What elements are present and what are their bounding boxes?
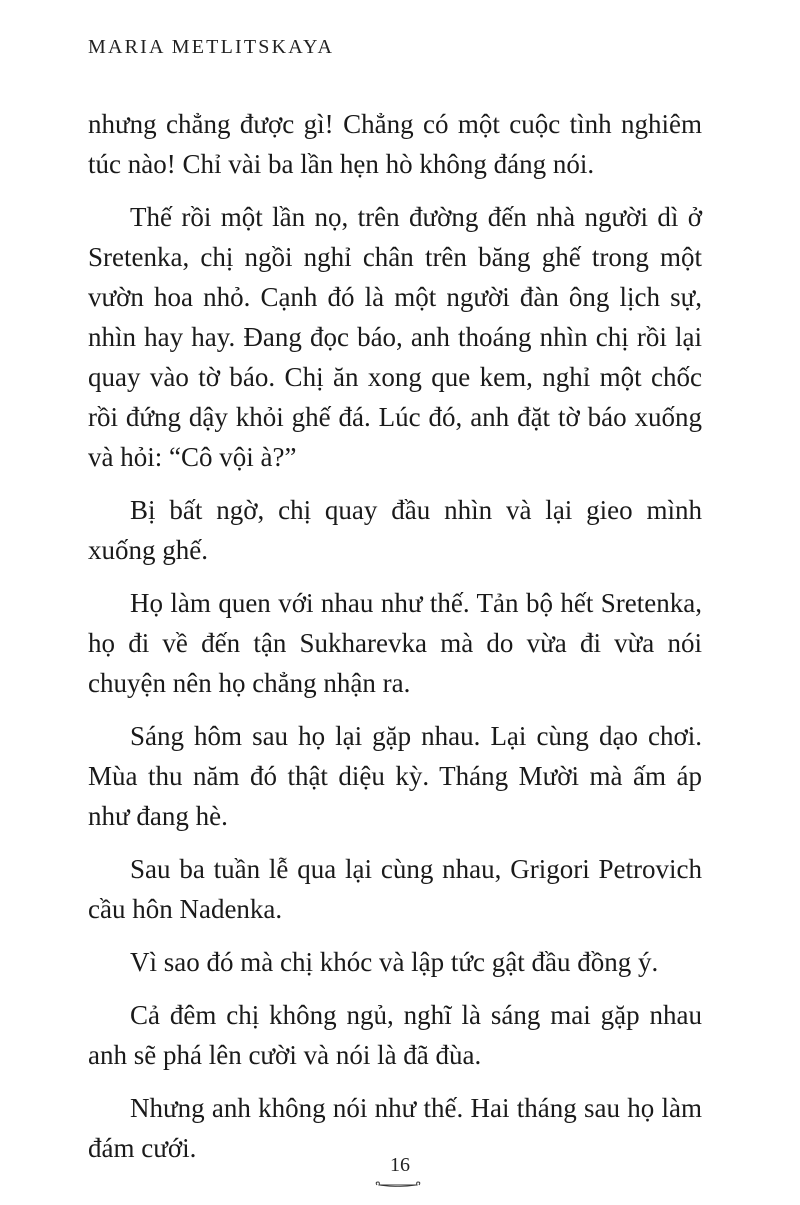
folio-ornament-icon	[374, 1180, 422, 1190]
paragraph: Thế rồi một lần nọ, trên đường đến nhà người dì ở Sretenka, chị ngồi nghỉ chân trên băng ghế trong một vườn hoa nhỏ. Cạnh đó là một người đàn ông lịch sự, nhìn hay hay. Đang đọc báo, anh thoáng nhìn chị rồi lại quay vào tờ báo. Chị ăn xong que kem, nghỉ một chốc rồi đứng dậy khỏi ghế đá. Lúc đó, anh đặt tờ báo xuống và hỏi: “Cô vội à?”	[88, 202, 702, 472]
paragraph: nhưng chẳng được gì! Chẳng có một cuộc tình nghiêm túc nào! Chỉ vài ba lần hẹn hò không đáng nói.	[88, 109, 702, 179]
paragraph: Sau ba tuần lễ qua lại cùng nhau, Grigori Petrovich cầu hôn Nadenka.	[88, 854, 702, 924]
paragraph: Sáng hôm sau họ lại gặp nhau. Lại cùng dạo chơi. Mùa thu năm đó thật diệu kỳ. Tháng Mười mà ấm áp như đang hè.	[88, 721, 702, 831]
body-text	[88, 104, 702, 1181]
paragraph: Bị bất ngờ, chị quay đầu nhìn và lại gieo mình xuống ghế.	[88, 495, 702, 565]
page-number: 16	[390, 1154, 410, 1176]
paragraph: Vì sao đó mà chị khóc và lập tức gật đầu đồng ý.	[130, 947, 659, 977]
paragraph: Nhưng anh không nói như thế. Hai tháng sau họ làm đám cưới.	[88, 1093, 702, 1163]
paragraph: Họ làm quen với nhau như thế. Tản bộ hết Sretenka, họ đi về đến tận Sukharevka mà do vừa đi vừa nói chuyện nên họ chẳng nhận ra.	[88, 588, 702, 698]
paragraph: Cả đêm chị không ngủ, nghĩ là sáng mai gặp nhau anh sẽ phá lên cười và nói là đã đùa.	[88, 1000, 702, 1070]
running-head-author: MARIA METLITSKAYA	[88, 36, 335, 58]
